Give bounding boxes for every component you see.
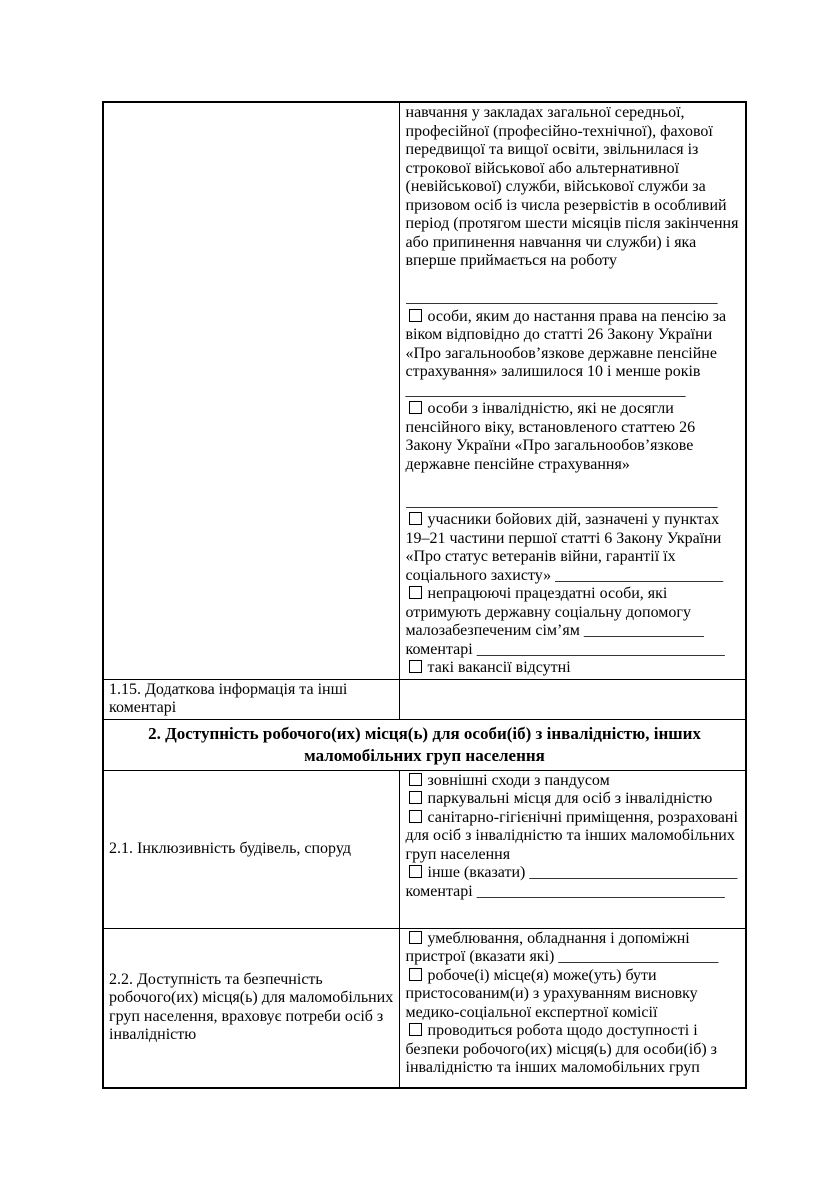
comments-label: коментарі (405, 640, 473, 658)
vacancy-form-table (102, 101, 747, 1089)
spacer-line (406, 474, 742, 493)
row-1-15-label-cell: 1.15. Додаткова інформація та інші коментарі (103, 679, 399, 719)
checkbox-label: учасники бойових дій, зазначені у пунктах 19–21 частини першої статті 6 Закону України «Про статус ветеранів війни, гарантії їх соціального захисту» (405, 511, 722, 584)
table-row-1-15 (103, 679, 746, 719)
checkbox[interactable] (409, 865, 422, 878)
checkbox[interactable] (409, 586, 422, 599)
checkbox[interactable] (409, 512, 422, 525)
checkbox-item (406, 967, 742, 1023)
row-2-1-label-cell: 2.1. Інклюзивність будівель, споруд (103, 770, 399, 928)
checkbox-item (406, 1022, 742, 1078)
fill-underscores: ___________________________________ (405, 381, 686, 399)
checkbox-label: умеблювання, обладнання і допоміжні пристрої (вказати які) (405, 929, 690, 965)
checkbox-item (406, 511, 742, 585)
fill-underscores: _______________________________ (476, 882, 725, 900)
checkbox-item (406, 772, 742, 791)
fill-underscores: _______________________________ (476, 640, 725, 658)
checkbox[interactable] (409, 1023, 422, 1036)
checkbox-label: особи з інвалідністю, які не досягли пенсійного віку, встановленого статтею 26 Закону України «Про загальнообов’язкове державне пенсійне страхування» (405, 400, 696, 473)
checkbox-item (406, 400, 742, 474)
comments-label: коментарі (405, 882, 473, 900)
checkbox[interactable] (409, 968, 422, 981)
checkbox-item (406, 585, 742, 641)
row-1-15-value-cell[interactable] (399, 679, 746, 719)
write-in-line: _______________________________________ (405, 289, 718, 306)
checkbox[interactable] (409, 773, 422, 786)
checkbox-label: інше (вказати) (427, 864, 526, 881)
table-row-2-1 (103, 770, 746, 928)
checkbox-item (406, 790, 742, 809)
comments-line (406, 641, 742, 660)
checkbox-label: такі вакансії відсутні (427, 659, 571, 676)
row-2-2-label-cell: 2.2. Доступність та безпечність робочого(их) місця(ь) для маломобільних груп населення, враховує потреби осіб з інвалідністю (103, 928, 399, 1088)
fill-underscores: _____________________ (555, 566, 724, 584)
row-2-1-options-cell (399, 770, 746, 928)
checkbox-label: проводиться робота щодо доступності і безпеки робочого(их) місця(ь) для особи(іб) з інвалідністю та інших маломобільних груп (405, 1022, 717, 1076)
row-2-2-options-cell (399, 928, 746, 1088)
checkbox[interactable] (409, 660, 422, 673)
checkbox-label: особи, яким до настання права на пенсію за віком відповідно до статті 26 Закону України «Про загальнообов’язкове державне пенсійне страхування» залишилося 10 і менше років (405, 307, 727, 380)
table-row-continuation (103, 102, 746, 679)
checkbox-label: санітарно-гігієнічні приміщення, розраховані для осіб з інвалідністю та інших маломобільних груп населення (405, 808, 738, 863)
row1-left-cell (103, 102, 399, 679)
checkbox[interactable] (409, 401, 422, 414)
spacer-line (406, 271, 742, 290)
fill-underscores: _______________ (583, 622, 704, 639)
checkbox-label: паркувальні місця для осіб з інвалідністю (427, 790, 713, 807)
checkbox-label: зовнішні сходи з пандусом (427, 771, 610, 789)
section-2-title: 2. Доступність робочого(их) місця(ь) для особи(іб) з інвалідністю, інших маломобільних груп населення (103, 719, 746, 770)
checkbox-item (406, 809, 742, 865)
section-2-header-row (103, 719, 746, 770)
checkbox-label: непрацюючі працездатні особи, які отримують державну соціальну допомогу малозабезпеченим сім’ям (405, 585, 691, 639)
paragraph-continuation: навчання у закладах загальної середньої, професійної (професійно-технічної), фахової передвищої та вищої освіти, звільнилася із строкової військової або альтернативної (невійськової) служби, військової служби за призовом осіб із числа резервістів в особливий період (протягом шести місяців після закінчення або припинення навчання чи служби) і яка вперше приймається на роботу (405, 104, 739, 269)
checkbox-label: робоче(і) місце(я) може(уть) бути пристосованим(и) з урахуванням висновку медико-соціальної експертної комісії (405, 966, 698, 1021)
comments-line (406, 883, 742, 902)
checkbox-item (406, 308, 742, 401)
checkbox[interactable] (409, 810, 422, 823)
checkbox[interactable] (409, 791, 422, 804)
checkbox-item (406, 930, 742, 967)
table-row-2-2 (103, 928, 746, 1088)
row1-right-cell (399, 102, 746, 679)
checkbox[interactable] (409, 931, 422, 944)
checkbox-item-no-vacancies (406, 659, 742, 678)
fill-underscores: __________________________ (529, 864, 738, 881)
fill-underscores: ____________________ (558, 948, 719, 965)
write-in-line: _______________________________________ (405, 492, 718, 510)
checkbox[interactable] (409, 309, 422, 322)
checkbox-item-other (406, 864, 742, 883)
